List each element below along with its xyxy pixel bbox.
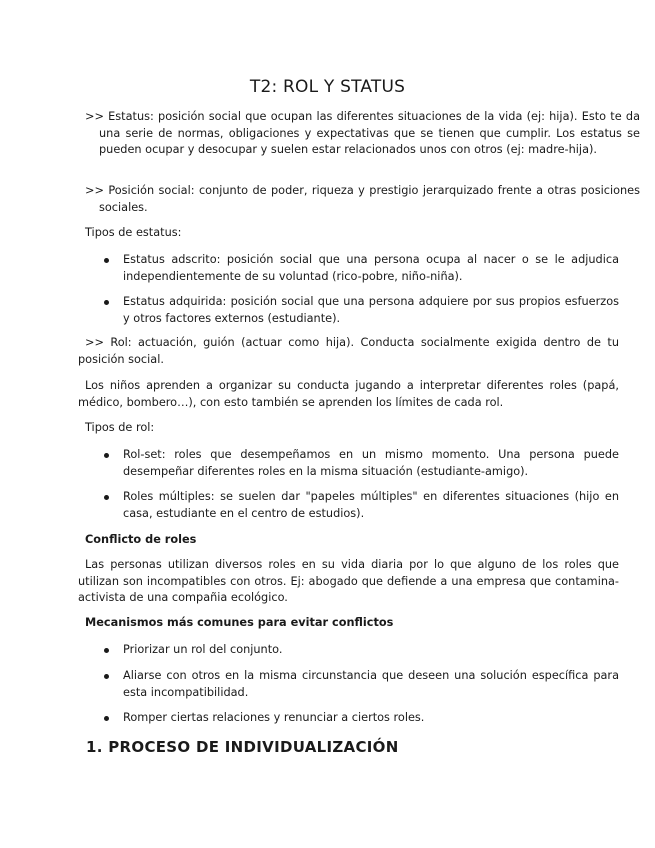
bullet-icon	[104, 258, 109, 263]
bullet-icon	[104, 300, 109, 305]
mecanismos-heading: Mecanismos más comunes para evitar conflictos	[85, 616, 394, 629]
list-item	[123, 252, 619, 285]
paragraph-estatus: >> Estatus: posición social que ocupan las diferentes situaciones de la vida (ej: hija). Esto te da una serie de normas, obligaciones y expectativas que se tienen que cumplir. Los estatus se pueden ocupar y desocupar y suelen estar relacionados unos con otros (ej: madre-hija).	[85, 110, 640, 156]
list-item	[123, 668, 619, 701]
paragraph-ninos: Los niños aprenden a organizar su conducta jugando a interpretar diferentes roles (papá, médico, bombero…), con esto también se aprenden los límites de cada rol.	[78, 379, 619, 409]
list-item	[123, 710, 619, 727]
tipos-rol-label: Tipos de rol:	[85, 421, 155, 434]
list-item-text: Romper ciertas relaciones y renunciar a ciertos roles.	[123, 711, 425, 724]
section-heading: 1. PROCESO DE INDIVIDUALIZACIÓN	[86, 738, 399, 756]
paragraph-posicion-social: >> Posición social: conjunto de poder, riqueza y prestigio jerarquizado frente a otras posiciones sociales.	[85, 184, 640, 214]
page-title: T2: ROL Y STATUS	[249, 77, 406, 97]
bullet-icon	[104, 674, 109, 679]
list-item-text: Estatus adscrito: posición social que una persona ocupa al nacer o se le adjudica independientemente de su voluntad (rico-pobre, niño-niña).	[123, 253, 619, 283]
bullet-icon	[104, 495, 109, 500]
paragraph-conflicto: Las personas utilizan diversos roles en su vida diaria por lo que alguno de los roles que utilizan son incompatibles con otros. Ej: abogado que defiende a una empresa que contamina-activista de una compañia ecológico.	[78, 558, 619, 604]
conflicto-heading: Conflicto de roles	[85, 533, 197, 546]
list-item	[123, 642, 619, 659]
paragraph-rol: >> Rol: actuación, guión (actuar como hija). Conducta socialmente exigida dentro de tu posición social.	[78, 336, 619, 366]
list-item-text: Priorizar un rol del conjunto.	[123, 643, 283, 656]
bullet-icon	[104, 716, 109, 721]
tipos-estatus-label: Tipos de estatus:	[85, 226, 182, 239]
list-item-text: Rol-set: roles que desempeñamos en un mismo momento. Una persona puede desempeñar diferentes roles en la misma situación (estudiante-amigo).	[123, 448, 619, 478]
bullet-icon	[104, 648, 109, 653]
list-item	[123, 294, 619, 327]
list-item-text: Estatus adquirida: posición social que una persona adquiere por sus propios esfuerzos y otros factores externos (estudiante).	[123, 295, 619, 325]
bullet-icon	[104, 453, 109, 458]
list-item-text: Roles múltiples: se suelen dar "papeles múltiples" en diferentes situaciones (hijo en casa, estudiante en el centro de estudios).	[123, 490, 619, 520]
list-item-text: Aliarse con otros en la misma circunstancia que deseen una solución específica para esta incompatibilidad.	[123, 669, 619, 699]
list-item	[123, 447, 619, 480]
list-item	[123, 489, 619, 522]
